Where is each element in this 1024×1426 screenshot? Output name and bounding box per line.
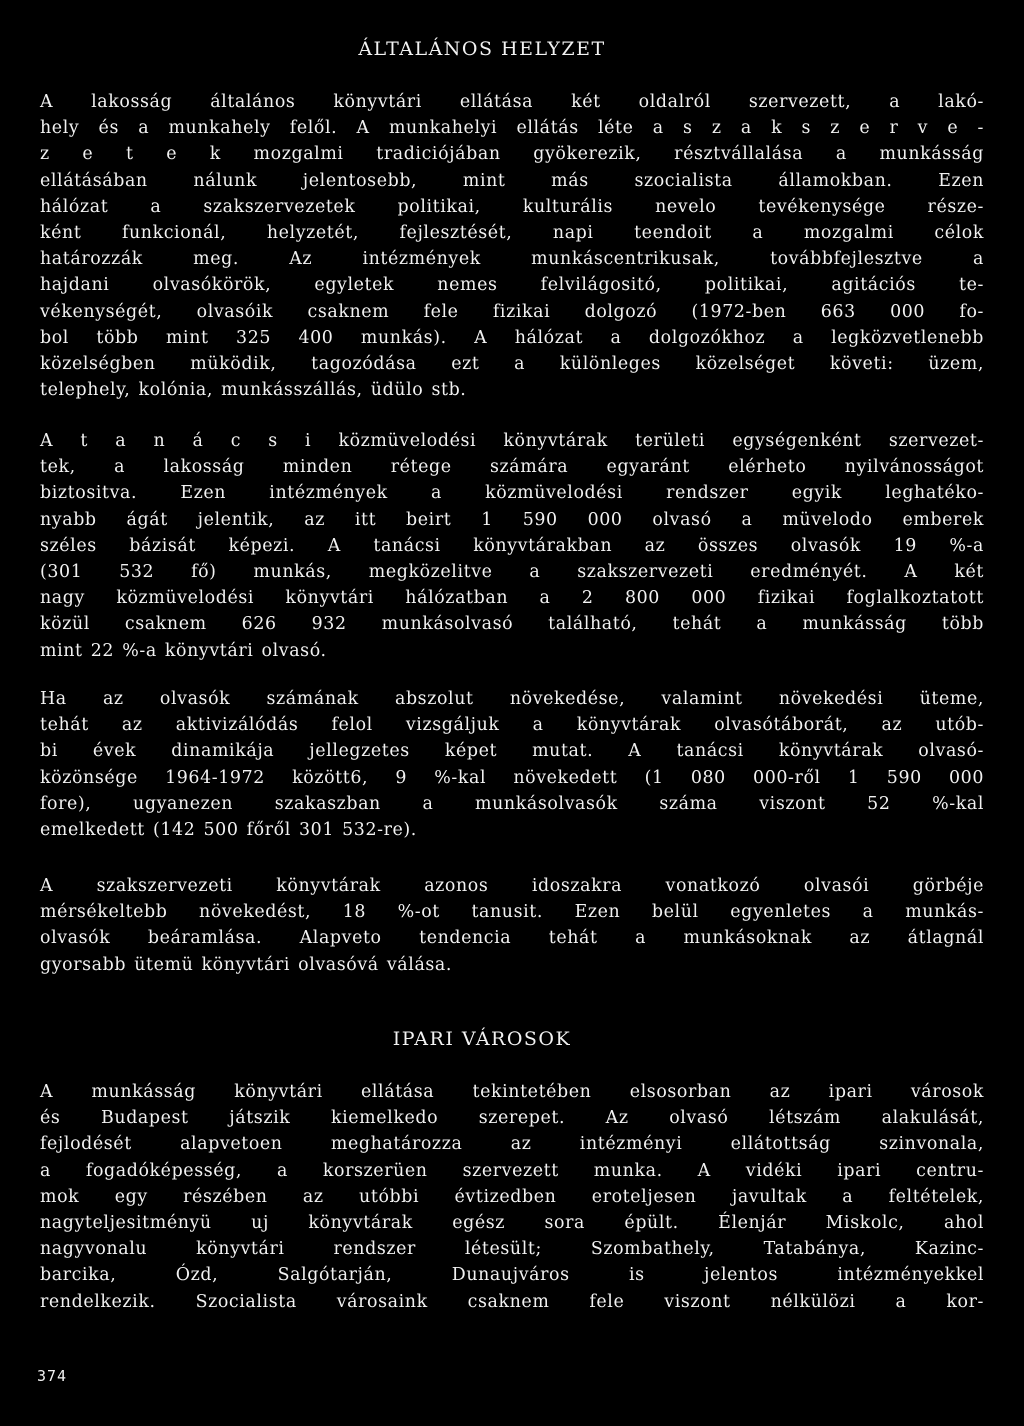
- paragraph-2: [40, 428, 984, 664]
- text-line: közül csaknem 626 932 munkásolvasó található, tehát a munkásság több: [40, 614, 984, 635]
- section-heading-general-situation: ÁLTALÁNOS HELYZET: [358, 38, 606, 60]
- text-line: telephely, kolónia, munkásszállás, üdülo stb.: [40, 380, 467, 401]
- paragraph-5: [40, 1079, 984, 1315]
- paragraph-3: [40, 686, 984, 843]
- text-line: A t a n á c s i közmüvelodési könyvtárak területi egységenként szervezet-: [40, 431, 984, 451]
- section-heading-industrial-cities: IPARI VÁROSOK: [392, 1028, 572, 1050]
- text-line: gyorsabb ütemü könyvtári olvasóvá válása.: [40, 954, 453, 975]
- text-line: közelségben müködik, tagozódása ezt a különleges közelséget követi: üzem,: [40, 353, 984, 374]
- text-line: közönsége 1964-1972 között6, 9 %-kal növekedett (1 080 000-ről 1 590 000: [40, 767, 984, 788]
- text-line: mint 22 %-a könyvtári olvasó.: [40, 640, 327, 661]
- text-line: z e t e k mozgalmi tradiciójában gyökerezik, résztvállalása a munkásság: [40, 144, 984, 165]
- text-line: bi évek dinamikája jellegzetes képet mutat. A tanácsi könyvtárak olvasó-: [40, 741, 984, 762]
- text-line: tek, a lakosság minden rétege számára egyaránt elérheto nyilvánosságot: [40, 457, 984, 478]
- text-line: nyabb ágát jelentik, az itt beirt 1 590 000 olvasó a müvelodo emberek: [40, 509, 984, 530]
- paragraph-4: [40, 873, 984, 978]
- text-line: nagy közmüvelodési könyvtári hálózatban a 2 800 000 fizikai foglalkoztatott: [40, 588, 984, 609]
- text-line: mérsékeltebb növekedést, 18 %-ot tanusit. Ezen belül egyenletes a munkás-: [40, 902, 984, 923]
- text-line: emelkedett (142 500 főről 301 532-re).: [40, 819, 417, 840]
- text-line: hálózat a szakszervezetek politikai, kulturális nevelo tevékenysége része-: [40, 196, 984, 217]
- text-line: A lakosság általános könyvtári ellátása két oldalról szervezett, a lakó-: [40, 92, 984, 112]
- text-line: barcika, Ózd, Salgótarján, Dunaujváros is jelentos intézményekkel: [40, 1265, 984, 1286]
- text-line: ellátásában nálunk jelentosebb, mint más szocialista államokban. Ezen: [40, 170, 984, 191]
- text-line: tehát az aktivizálódás felol vizsgáljuk a könyvtárak olvasótáborát, az utób-: [40, 715, 984, 736]
- text-line: széles bázisát képezi. A tanácsi könyvtárakban az összes olvasók 19 %-a: [40, 535, 984, 556]
- text-line: olvasók beáramlása. Alapveto tendencia tehát a munkásoknak az átlagnál: [40, 928, 984, 949]
- text-line: vékenységét, olvasóik csaknem fele fizikai dolgozó (1972-ben 663 000 fo-: [40, 301, 984, 322]
- text-line: biztositva. Ezen intézmények a közmüvelodési rendszer egyik leghatéko-: [40, 483, 984, 504]
- page-number: 374: [37, 1367, 68, 1385]
- text-line: nagyvonalu könyvtári rendszer létesült; Szombathely, Tatabánya, Kazinc-: [40, 1239, 984, 1260]
- text-line: a fogadóképesség, a korszerüen szervezett munka. A vidéki ipari centru-: [40, 1160, 984, 1181]
- text-line: hajdani olvasókörök, egyletek nemes felvilágositó, politikai, agitációs te-: [40, 275, 984, 296]
- text-line: Ha az olvasók számának abszolut növekedése, valamint növekedési üteme,: [40, 689, 984, 709]
- text-line: nagyteljesitményü uj könyvtárak egész sora épült. Élenjár Miskolc, ahol: [40, 1212, 984, 1233]
- text-line: A szakszervezeti könyvtárak azonos idoszakra vonatkozó olvasói görbéje: [40, 876, 984, 896]
- text-line: mok egy részében az utóbbi évtizedben eroteljesen javultak a feltételek,: [40, 1186, 984, 1207]
- text-line: fore), ugyanezen szakaszban a munkásolvasók száma viszont 52 %-kal: [40, 793, 984, 814]
- text-line: bol több mint 325 400 munkás). A hálózat a dolgozókhoz a legközvetlenebb: [40, 327, 984, 348]
- text-line: fejlodését alapvetoen meghatározza az intézményi ellátottság szinvonala,: [40, 1134, 984, 1155]
- paragraph-1: [40, 89, 984, 403]
- text-line: határozzák meg. Az intézmények munkáscentrikusak, továbbfejlesztve a: [40, 249, 984, 270]
- text-line: ként funkcionál, helyzetét, fejlesztését, napi teendoit a mozgalmi célok: [40, 222, 984, 243]
- text-line: rendelkezik. Szocialista városaink csaknem fele viszont nélkülözi a kor-: [40, 1291, 984, 1312]
- text-line: (301 532 fő) munkás, megközelitve a szakszervezeti eredményét. A két: [40, 561, 984, 582]
- text-line: és Budapest játszik kiemelkedo szerepet. Az olvasó létszám alakulását,: [40, 1108, 984, 1129]
- text-line: A munkásság könyvtári ellátása tekintetében elsosorban az ipari városok: [40, 1082, 984, 1102]
- text-line: hely és a munkahely felől. A munkahelyi ellátás léte a s z a k s z e r v e -: [40, 118, 984, 139]
